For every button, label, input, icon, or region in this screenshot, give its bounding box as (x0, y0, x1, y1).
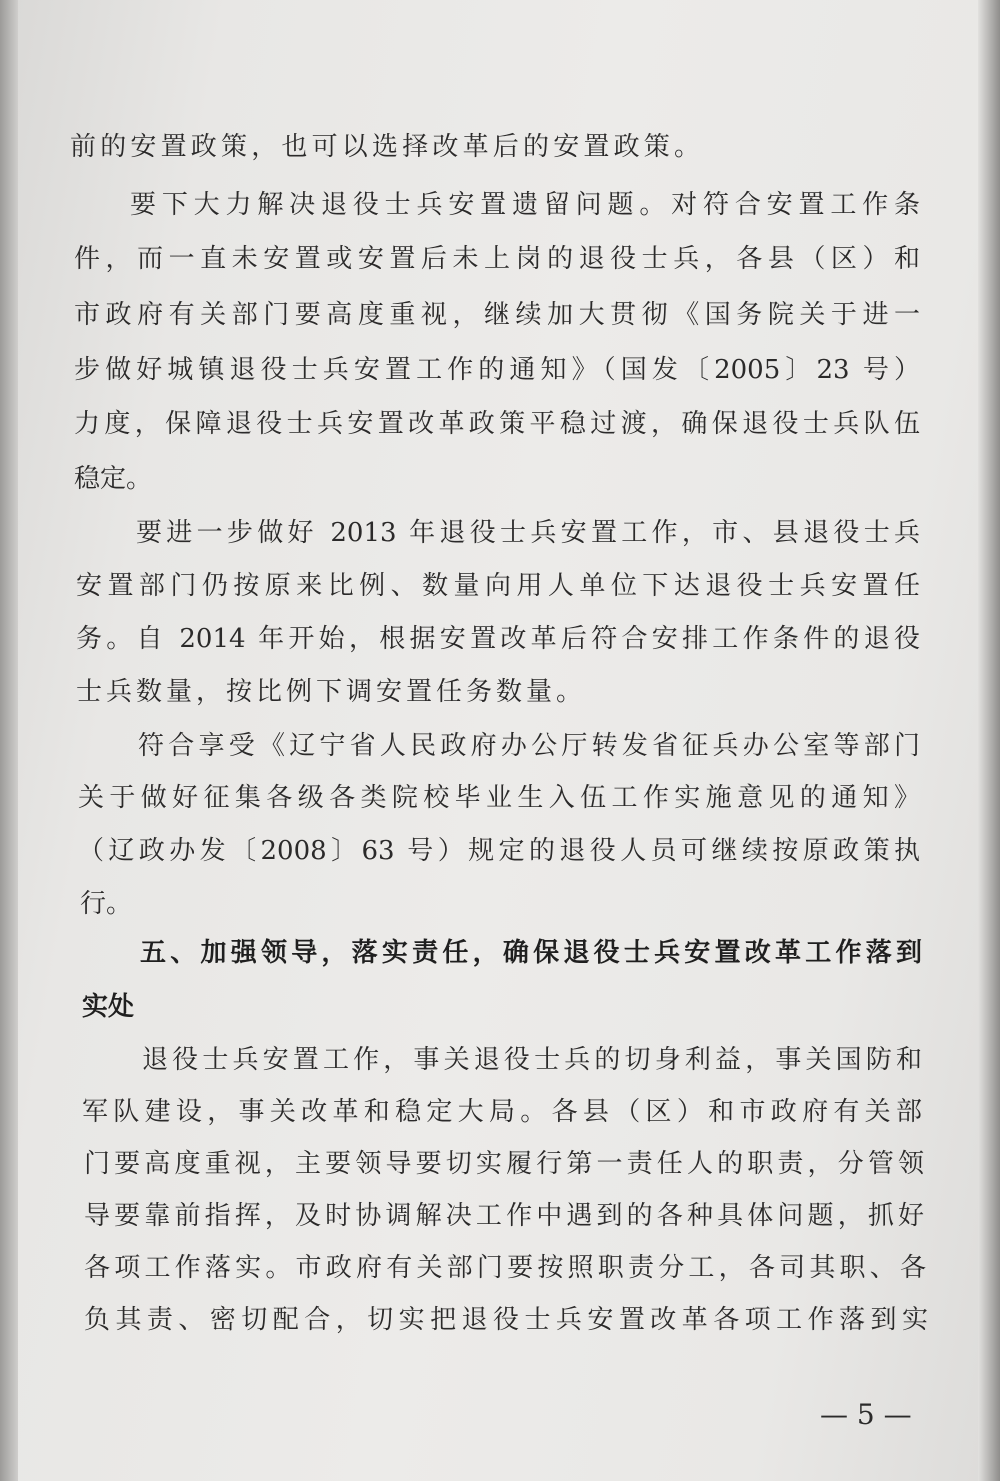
text-line-23: 负其责、密切配合，切实把退役士兵安置改革各项工作落到实 (84, 1305, 928, 1335)
text-line-11: 士兵数量，按比例下调安置任务数量。 (76, 677, 582, 707)
text-line-10: 务。自 2014 年开始，根据安置改革后符合安排工作条件的退役 (76, 624, 920, 654)
text-line-14: （辽政办发〔2008〕63 号）规定的退役人员可继续按原政策执 (78, 836, 920, 866)
text-line-9: 安置部门仍按原来比例、数量向用人单位下达退役士兵安置任 (76, 571, 920, 601)
text-line-15: 行。 (80, 889, 133, 919)
page-edge-shadow-left (0, 0, 18, 1481)
text-line-18: 退役士兵安置工作，事关退役士兵的切身利益，事关国防和 (142, 1045, 922, 1075)
page-number: — 5 — (820, 1398, 912, 1431)
text-line-13: 关于做好征集各级各类院校毕业生入伍工作实施意见的通知》 (78, 783, 920, 813)
text-line-5: 步做好城镇退役士兵安置工作的通知》（国发〔2005〕23 号） (74, 355, 920, 385)
text-line-3: 件，而一直未安置或安置后未上岗的退役士兵，各县（区）和 (74, 244, 920, 274)
text-line-7: 稳定。 (74, 464, 153, 494)
text-line-1: 前的安置政策，也可以选择改革后的安置政策。 (70, 132, 700, 162)
section-heading-line-2: 实处 (82, 992, 135, 1022)
text-line-2: 要下大力解决退役士兵安置遗留问题。对符合安置工作条 (130, 190, 920, 220)
text-line-6: 力度，保障退役士兵安置改革政策平稳过渡，确保退役士兵队伍 (74, 409, 920, 439)
text-line-21: 导要靠前指挥，及时协调解决工作中遇到的各种具体问题，抓好 (84, 1201, 924, 1231)
text-line-20: 门要高度重视，主要领导要切实履行第一责任人的职责，分管领 (84, 1149, 924, 1179)
text-line-4: 市政府有关部门要高度重视，继续加大贯彻《国务院关于进一 (74, 300, 920, 330)
text-line-22: 各项工作落实。市政府有关部门要按照职责分工，各司其职、各 (84, 1253, 926, 1283)
text-line-19: 军队建设，事关改革和稳定大局。各县（区）和市政府有关部 (82, 1097, 922, 1127)
text-line-8: 要进一步做好 2013 年退役士兵安置工作，市、县退役士兵 (136, 518, 920, 548)
page-edge-shadow-right (978, 0, 1000, 1481)
text-line-12: 符合享受《辽宁省人民政府办公厅转发省征兵办公室等部门 (138, 731, 920, 761)
section-heading-line-1: 五、加强领导，落实责任，确保退役士兵安置改革工作落到 (140, 938, 922, 968)
